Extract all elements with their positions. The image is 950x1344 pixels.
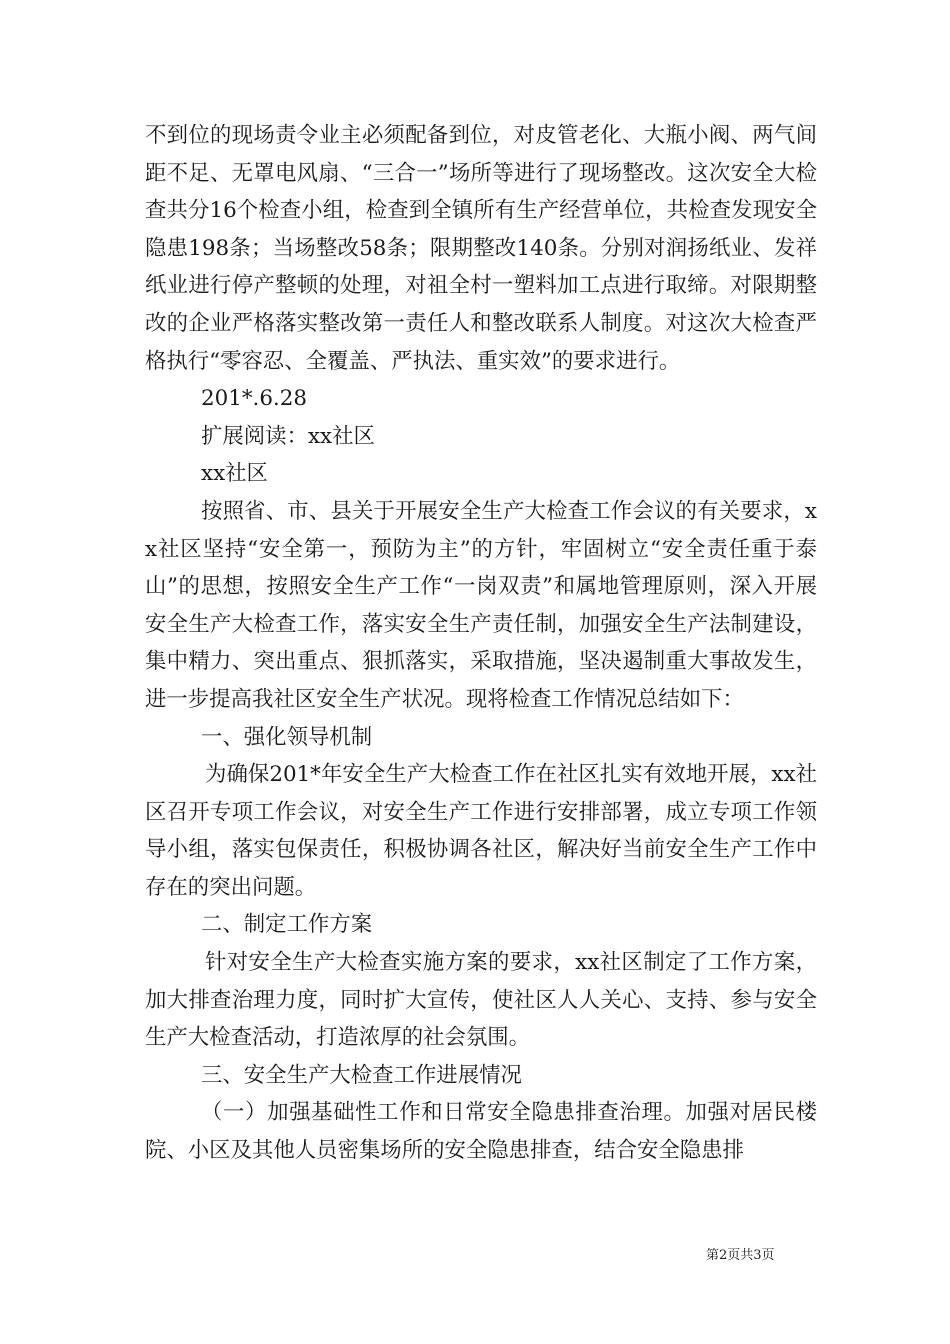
- extended-reading-title: 扩展阅读：xx社区: [201, 423, 375, 449]
- section-heading-3: 三、安全生产大检查工作进展情况: [201, 1062, 522, 1088]
- community-title: xx社区: [201, 461, 268, 487]
- section-heading-2: 二、制定工作方案: [201, 912, 373, 938]
- paragraph-section-3-1: （一）加强基础性工作和日常安全隐患排查治理。加强对居民楼院、小区及其他人员密集场所的安全隐患排查，结合安全隐患排: [145, 1100, 817, 1164]
- section-heading-1: 一、强化领导机制: [201, 724, 373, 750]
- paragraph-section-2: 针对安全生产大检查实施方案的要求，xx社区制定了工作方案，加大排查治理力度，同时扩大宣传，使社区人人关心、支持、参与安全生产大检查活动，打造浓厚的社会氛围。: [145, 950, 817, 1051]
- date-line: 201*.6.28: [201, 386, 307, 412]
- paragraph-intro: 按照省、市、县关于开展安全生产大检查工作会议的有关要求，xx社区坚持“安全第一，预防为主”的方针，牢固树立“安全责任重于泰山”的思想，按照安全生产工作“一岗双责”和属地管理原则，深入开展安全生产大检查工作，落实安全生产责任制，加强安全生产法制建设，集中精力、突出重点、狠抓落实，采取措施，坚决遏制重大事故发生，进一步提高我社区安全生产状况。现将检查工作情况总结如下：: [145, 498, 817, 712]
- paragraph-section-1: 为确保201*年安全生产大检查工作在社区扎实有效地开展，xx社区召开专项工作会议，对安全生产工作进行安排部署，成立专项工作领导小组，落实包保责任，积极协调各社区，解决好当前安全生产工作中存在的突出问题。: [145, 762, 817, 900]
- document-body: [145, 117, 817, 1170]
- paragraph-continuation: 不到位的现场责令业主必须配备到位，对皮管老化、大瓶小阀、两气间距不足、无罩电风扇、“三合一”场所等进行了现场整改。这次安全大检查共分16个检查小组，检查到全镇所有生产经营单位，共检查发现安全隐患198条；当场整改58条；限期整改140条。分别对润扬纸业、发祥纸业进行停产整顿的处理，对祖全村一塑料加工点进行取缔。对限期整改的企业严格落实整改第一责任人和整改联系人制度。对这次大检查严格执行“零容忍、全覆盖、严执法、重实效”的要求进行。: [145, 123, 817, 374]
- page-footer: 第2页共3页: [706, 1248, 775, 1263]
